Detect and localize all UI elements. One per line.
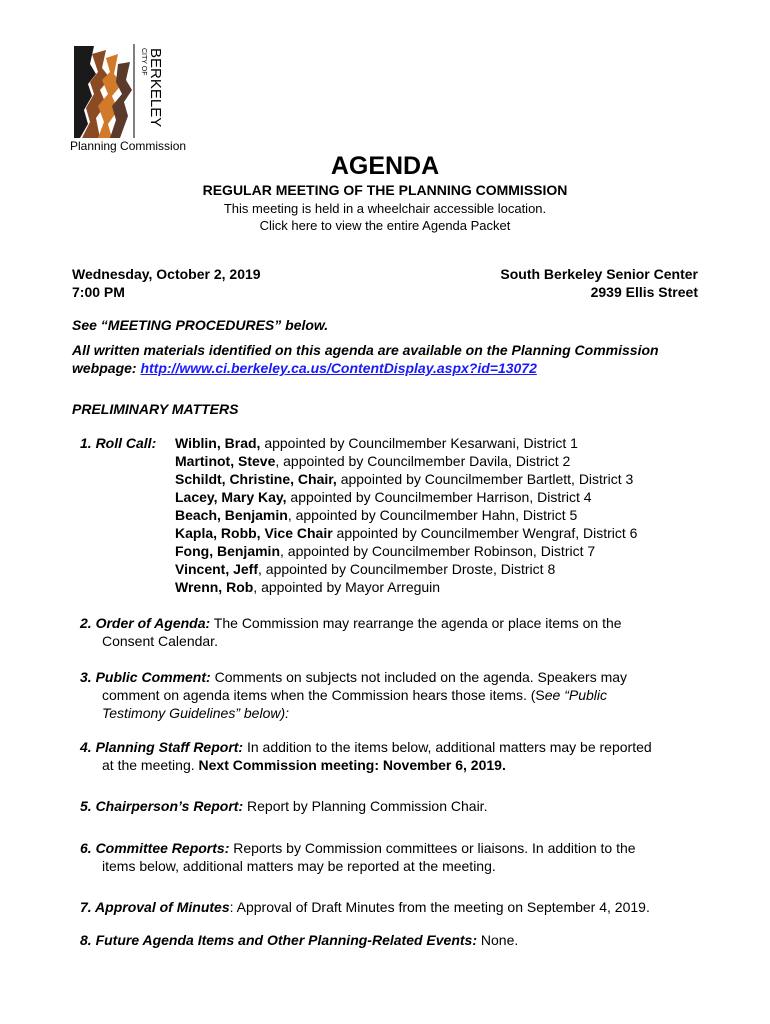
roll-call-member <box>175 470 637 488</box>
member-name: Kapla, Robb, Vice Chair <box>175 525 333 541</box>
agenda-item-label: 8. Future Agenda Items and Other Planning-Related Events: <box>80 932 477 948</box>
agenda-item-text: Report by Planning Commission Chair. <box>243 798 488 814</box>
member-appointment: , appointed by Councilmember Hahn, District 5 <box>287 507 578 523</box>
preliminary-matters-heading: PRELIMINARY MATTERS <box>72 401 239 417</box>
roll-call-member <box>175 434 637 452</box>
roll-call-label <box>80 434 156 452</box>
agenda-item <box>80 839 720 875</box>
roll-call-members <box>175 434 637 596</box>
location-name: South Berkeley Senior Center <box>500 266 698 282</box>
member-name: Wrenn, Rob <box>175 579 254 595</box>
agenda-item-continuation: Testimony Guidelines” below): <box>102 705 290 721</box>
agenda-item-continuation: items below, additional matters may be reported at the meeting. <box>102 858 496 874</box>
roll-call-member <box>175 560 637 578</box>
member-appointment: appointed by Councilmember Bartlett, District 3 <box>336 471 634 487</box>
member-appointment: , appointed by Councilmember Davila, District 2 <box>275 453 571 469</box>
roll-call-member <box>175 506 637 524</box>
member-name: Schildt, Christine, Chair, <box>175 471 337 487</box>
meeting-subtitle: REGULAR MEETING OF THE PLANNING COMMISSION <box>202 182 568 198</box>
member-name: Lacey, Mary Kay, <box>175 489 287 505</box>
roll-call-member <box>175 578 637 596</box>
agenda-item-label: 7. Approval of Minutes <box>80 899 230 915</box>
roll-call-member <box>175 452 637 470</box>
meeting-date: Wednesday, October 2, 2019 <box>72 266 261 282</box>
agenda-item <box>80 614 720 650</box>
member-appointment: appointed by Councilmember Wengraf, District 6 <box>332 525 638 541</box>
agenda-item <box>80 797 720 815</box>
page-title: AGENDA <box>330 152 440 180</box>
materials-text: All written materials identified on this agenda are available on the Planning Commission webpage: <box>72 342 659 376</box>
planning-commission-webpage-link[interactable]: http://www.ci.berkeley.ca.us/ContentDisplay.aspx?id=13072 <box>140 360 537 376</box>
department-name: Planning Commission <box>70 139 187 153</box>
agenda-item-label: 6. Committee Reports: <box>80 840 230 856</box>
agenda-item-text: None. <box>477 932 519 948</box>
member-name: Beach, Benjamin <box>175 507 288 523</box>
agenda-item-label: 4. Planning Staff Report: <box>80 739 244 755</box>
agenda-item <box>80 668 720 722</box>
member-appointment: appointed by Councilmember Kesarwani, District 1 <box>260 435 578 451</box>
roll-call-heading: 1. Roll Call: <box>80 435 157 451</box>
member-name: Martinot, Steve <box>175 453 276 469</box>
agenda-item-continuation: comment on agenda items when the Commission hears those items. (See “Public <box>102 687 608 703</box>
member-name: Fong, Benjamin <box>175 543 280 559</box>
member-name: Wiblin, Brad, <box>175 435 261 451</box>
member-appointment: , appointed by Mayor Arreguin <box>253 579 441 595</box>
logo-city-of-text: CITY OF <box>140 48 147 76</box>
roll-call-member <box>175 488 637 506</box>
agenda-item-continuation: at the meeting. Next Commission meeting: November 6, 2019. <box>102 757 506 773</box>
agenda-item-text: The Commission may rearrange the agenda or place items on the <box>210 615 622 631</box>
procedures-note: See “MEETING PROCEDURES” below. <box>72 317 329 333</box>
agenda-item <box>80 931 720 949</box>
agenda-item <box>80 738 720 774</box>
meeting-location <box>500 265 698 301</box>
roll-call-member <box>175 524 637 542</box>
agenda-item-continuation: Consent Calendar. <box>102 633 218 649</box>
member-appointment: appointed by Councilmember Harrison, District 4 <box>286 489 592 505</box>
meeting-time: 7:00 PM <box>72 284 125 300</box>
agenda-item-label: 2. Order of Agenda: <box>80 615 211 631</box>
location-address: 2939 Ellis Street <box>590 284 698 300</box>
meeting-datetime <box>72 265 261 301</box>
member-appointment: , appointed by Councilmember Robinson, District 7 <box>280 543 596 559</box>
agenda-packet-link[interactable]: Click here to view the entire Agenda Packet <box>259 218 511 233</box>
agenda-item-label: 3. Public Comment: <box>80 669 211 685</box>
member-appointment: , appointed by Councilmember Droste, District 8 <box>258 561 556 577</box>
member-name: Vincent, Jeff <box>175 561 258 577</box>
roll-call-member <box>175 542 637 560</box>
agenda-item <box>80 898 720 916</box>
accessibility-note: This meeting is held in a wheelchair accessible location. <box>223 201 547 216</box>
logo-berkeley-text: BERKELEY <box>147 48 164 128</box>
materials-note <box>72 341 722 377</box>
city-of-berkeley-logo <box>72 44 164 138</box>
agenda-item-text: : Approval of Draft Minutes from the meeting on September 4, 2019. <box>229 899 650 915</box>
agenda-item-text: In addition to the items below, additional matters may be reported <box>243 739 652 755</box>
agenda-item-text: Reports by Commission committees or liaisons. In addition to the <box>229 840 636 856</box>
agenda-item-text: Comments on subjects not included on the agenda. Speakers may <box>210 669 628 685</box>
agenda-item-label: 5. Chairperson’s Report: <box>80 798 244 814</box>
